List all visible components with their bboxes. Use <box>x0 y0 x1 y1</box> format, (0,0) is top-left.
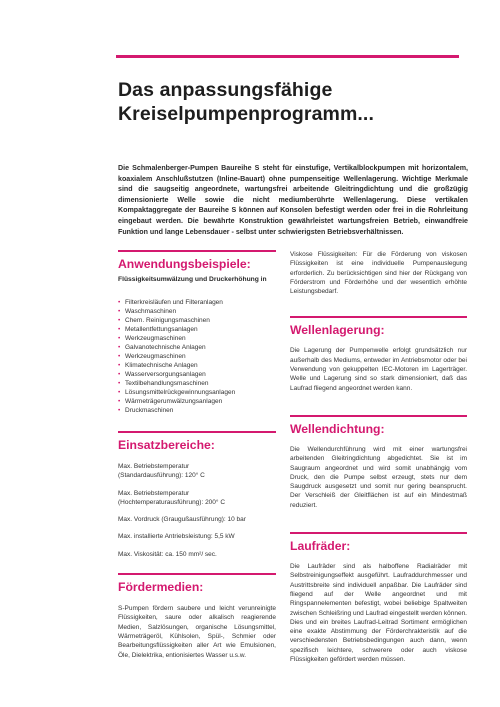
wellenlagerung-text: Die Lagerung der Pumpenwelle erfolgt grundsätzlich nur außerhalb des Mediums, entweder im Antriebsmotor oder bei Verwendung von gekuppelten IEC-Motoren im Lagerträger. Welle und Lagerung sind so stark dimensioniert, daß das Laufrad fliegend angeordnet werden kann. <box>290 347 467 392</box>
list-item: • Wärmeträgerumwälzungsanlagen <box>118 398 223 405</box>
title-line-2: Kreiselpumpenprogramm... <box>118 103 374 125</box>
spec-item: Max. installierte Antriebsleistung: 5,5 kW <box>118 533 235 541</box>
bullet-icon: • <box>118 371 121 378</box>
bullet-icon: • <box>118 299 121 306</box>
section-rule <box>118 431 276 433</box>
list-item: • Lösungsmittelrückgewinnungsanlagen <box>118 389 236 396</box>
list-item: • Werkzeugmaschinen <box>118 353 186 360</box>
bullet-icon: • <box>118 353 121 360</box>
list-item: • Filterkreisläufen und Filteranlagen <box>118 299 223 306</box>
list-item: • Galvanotechnische Anlagen <box>118 344 206 351</box>
section-rule <box>290 415 467 417</box>
bullet-icon: • <box>118 398 121 405</box>
bullet-icon: • <box>118 326 121 333</box>
left-column <box>118 250 276 660</box>
list-item: • Textilbehandlungsmaschinen <box>118 380 209 387</box>
bullet-icon: • <box>118 407 121 414</box>
heading-wellendichtung: Wellendichtung: <box>290 421 385 436</box>
top-accent-bar <box>116 55 459 58</box>
section-rule <box>118 250 276 252</box>
section-rule <box>290 532 467 534</box>
list-item: • Metallentfettungsanlagen <box>118 326 198 333</box>
bullet-icon: • <box>118 308 121 315</box>
wellendichtung-text: Die Wellendurchführung wird mit einer wartungsfrei arbeitenden Gleitringdichtung abgedichtet. Sie ist im Saugraum angeordnet und wird somit unabhängig vom Druck, den die Pumpe selbst erzeugt, stets nur dem Saugdruck ausgesetzt und somit nur gering beansprucht. Der Verschleiß der Gleitflächen ist auf ein Mindestmaß reduziert. <box>290 445 467 509</box>
viskose-text: Viskose Flüssigkeiten: Für die Förderung von viskosen Flüssigkeiten ist eine individuelle Pumpenauslegung erforderlich. Zu berücksichtigen sind hier der Rückgang von Förderstrom und Förderhöhe und der wesentlich erhöhte Leistungsbedarf. <box>290 251 467 296</box>
intro-paragraph: Die Schmalenberger-Pumpen Baureihe S steht für einstufige, Vertikalblockpumpen mit horizontalem, koaxialem Anschlußstutzen (Inline-Bauart) ohne pumpenseitige Wellenlagerung. Wichtige Merkmale sind die saugseitig angeordnete, wartungsfrei arbeitende Gleitringdichtung und die großzügig dimensionierte Welle sowie die nicht mediumberührte Wellenlagerung. Diese vertikalen Kompaktaggregate der Baureihe S können auf Konsolen befestigt werden oder frei in die Rohrleitung eingebaut werden. Die bewährte Konstruktion gewährleistet wartungsfreien Betrieb, einwandfreie Funktion und lange Lebensdauer - selbst unter schwierigsten Betriebsverhältnissen. <box>118 164 468 236</box>
heading-einsatz: Einsatzbereiche: <box>118 438 215 452</box>
list-item: • Wasserversorgungsanlagen <box>118 371 206 378</box>
subheading-anwendung: Flüssigkeitsumwälzung und Druckerhöhung in <box>118 276 267 283</box>
foerdermedien-text: S-Pumpen fördern saubere und leicht verunreinigte Flüssigkeiten, saure oder alkalisch reagierende Medien, Salzlösungen, organische Lösungsmittel, Wärmeträgeröl, Kühlsolen, Spül-, Schmier oder Bearbeitungsflüssigkeiten aller Art wie Emulsionen, Öle, Dielektrika, entionisiertes Wasser u.s.w. <box>118 605 276 659</box>
spec-item: Max. Betriebstemperatur (Hochtemperaturausführung): 200° C <box>118 489 226 506</box>
application-list <box>118 298 276 415</box>
bullet-icon: • <box>118 389 121 396</box>
bullet-icon: • <box>118 317 121 324</box>
heading-laufraeder: Laufräder: <box>290 539 351 554</box>
list-item: • Werkzeugmaschinen <box>118 335 186 342</box>
heading-wellenlagerung: Wellenlagerung: <box>290 323 385 338</box>
bullet-icon: • <box>118 362 121 369</box>
section-rule <box>118 573 276 575</box>
bullet-icon: • <box>118 344 121 351</box>
bullet-icon: • <box>118 380 121 387</box>
heading-anwendung: Anwendungsbeispiele: <box>118 257 251 271</box>
list-item: • Klimatechnische Anlagen <box>118 362 198 369</box>
spec-item: Max. Betriebstemperatur (Standardausführung): 120° C <box>118 463 205 480</box>
title-line-1: Das anpassungsfähige <box>118 79 333 101</box>
section-rule <box>290 316 467 318</box>
list-item: • Chem. Reinigungsmaschinen <box>118 317 210 324</box>
bullet-icon: • <box>118 335 121 342</box>
spec-item: Max. Vordruck (Graugußausführung): 10 bar <box>118 516 246 524</box>
list-item: • Waschmaschinen <box>118 308 177 315</box>
spec-item: Max. Viskosität: ca. 150 mm²/ sec. <box>118 550 217 558</box>
heading-foerdermedien: Fördermedien: <box>118 580 204 595</box>
laufraeder-text: Die Laufräder sind als halboffene Radialräder mit Selbstreinigungseffekt ausgeführt. Laufraddurchmesser und Austrittsbreite sind individuell anpaßbar. Die Laufräder sind fliegend auf der Welle angeordnet und mit Ringspannelementen befestigt, wobei beliebige Spaltweiten zwischen Schleißring und Laufrad eingestellt werden können. Dies und ein breites Laufrad-Leitrad Sortiment ermöglichen eine exakte Abstimmung der Förderchrakteristik auf die verschiedensten Betriebsbedingungen auch dann, wenn spezifisch leichtere, schwerere oder auch viskose Flüssigkeiten gefördert werden müssen. <box>290 563 467 664</box>
page-title <box>118 78 458 126</box>
right-column <box>290 250 467 664</box>
list-item: • Druckmaschinen <box>118 407 174 414</box>
